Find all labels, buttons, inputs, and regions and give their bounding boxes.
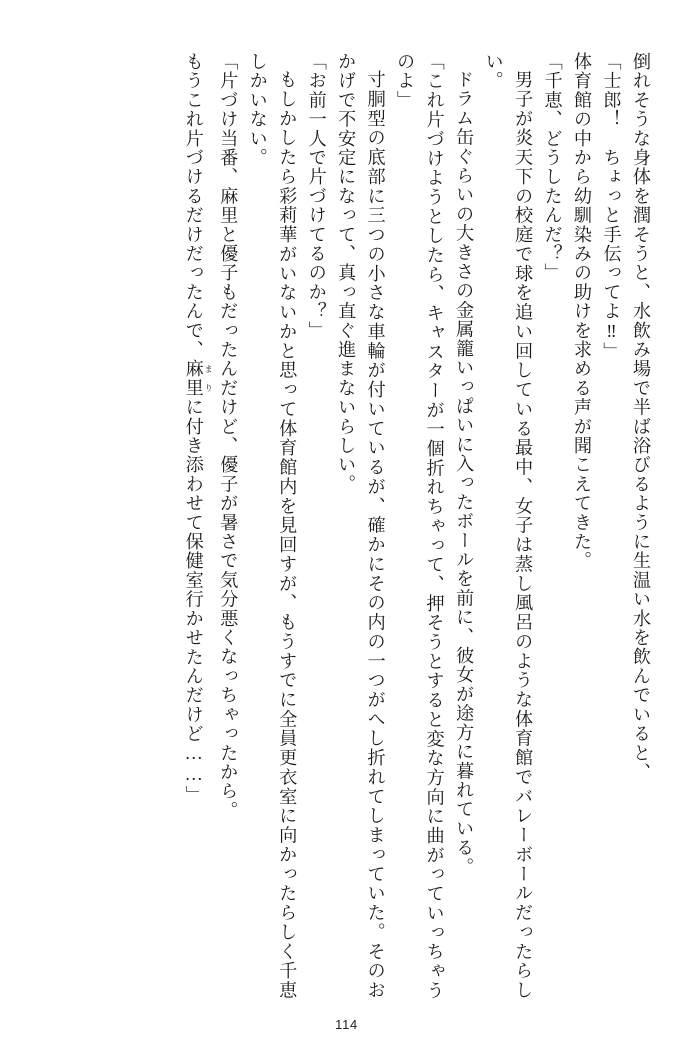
paragraph-dialogue-1: 「士郎！ ちょっと手伝ってよ‼」 <box>601 52 622 362</box>
paragraph-narration-1: 倒れそうな身体を潤そうと、水飲み場で半ば浴びるように生温い水を飲んでいると、 <box>631 52 651 782</box>
paragraph-narration-5: 寸胴型の底部に三つの小さな車輪が付いているが、確かにその内の一つがへし折れてしまっていた。そのおかげで不安定になって、真っ直ぐ進まないらしい。 <box>336 52 386 1000</box>
page-number: 114 <box>335 1017 358 1032</box>
paragraph-narration-7: もうこれ片づけるだけだったんで、麻里 まりに付き添わせて保健室行かせたんだけど……」 <box>183 52 213 805</box>
paragraph-narration-4: ドラム缶ぐらいの大きさの金属籠いっぱいに入ったボールを前に、彼女が途方に暮れている。 <box>454 70 475 877</box>
paragraph-dialogue-4: 「お前一人で片づけてるのか？」 <box>306 52 327 341</box>
novel-text-body <box>44 52 655 1000</box>
paragraph-dialogue-2: 「千恵、どうしたんだ？」 <box>542 52 563 283</box>
paragraph-narration-3: 男子が炎天下の校庭で球を追い回している最中、女子は蒸し風呂のような体育館でバレーボールだったらしい。 <box>483 52 534 1000</box>
ruby-annotation: 麻里 まり <box>183 359 213 398</box>
dialogue-5-part-a: 「片づけ当番、麻里と優子もだったんだけど、優子が暑さで気分悪くなっちゃったから。 <box>218 52 239 821</box>
paragraph-dialogue-3: 「これ片づけようとしたら、キャスターが一個折れちゃって、押そうとすると変な方向に曲がっていっちゃうのよ」 <box>395 52 445 1000</box>
paragraph-dialogue-5 <box>213 52 242 1000</box>
paragraph-narration-6: もしかしたら彩莉華がいないかと思って体育館内を見回すが、もうすでに全員更衣室に向かったらしく千恵しかいない。 <box>247 52 298 1000</box>
paragraph-narration-2: 体育館の中から幼馴染みの助けを求める声が聞こえてきた。 <box>572 52 593 571</box>
